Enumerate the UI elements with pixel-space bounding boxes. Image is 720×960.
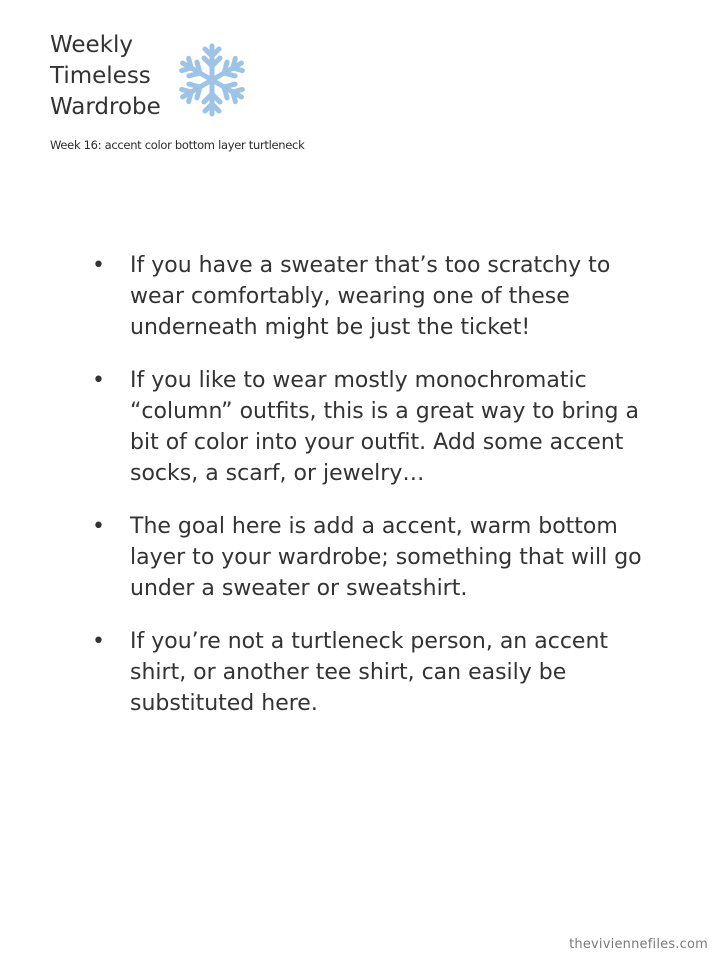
list-item [92, 365, 652, 489]
bullet-icon: • [92, 514, 105, 539]
list-item [92, 626, 652, 719]
title-line-3: Wardrobe [50, 94, 161, 120]
bullet-icon: • [92, 629, 105, 654]
bullet-text: If you have a sweater that’s too scratchy to wear comfortably, wearing one of these underneath might be just the ticket! [130, 253, 611, 340]
bullet-icon: • [92, 368, 105, 393]
watermark: theviviennefiles.com [569, 937, 708, 952]
subtitle: Week 16: accent color bottom layer turtleneck [50, 138, 305, 152]
bullet-text: If you like to wear mostly monochromatic “column” outfits, this is a great way to bring a bit of color into your outfit. Add some accent socks, a scarf, or jewelry… [130, 368, 639, 486]
list-item [92, 250, 652, 343]
list-item [92, 511, 652, 604]
title-line-2: Timeless [50, 63, 151, 89]
page-title [50, 30, 180, 123]
bullet-text: If you’re not a turtleneck person, an accent shirt, or another tee shirt, can easily be substituted here. [130, 629, 609, 716]
bullet-list [92, 250, 652, 741]
title-line-1: Weekly [50, 32, 134, 58]
snowflake-icon [172, 40, 252, 120]
bullet-icon: • [92, 253, 105, 278]
bullet-text: The goal here is add a accent, warm bottom layer to your wardrobe; something that will go under a sweater or sweatshirt. [130, 514, 642, 601]
